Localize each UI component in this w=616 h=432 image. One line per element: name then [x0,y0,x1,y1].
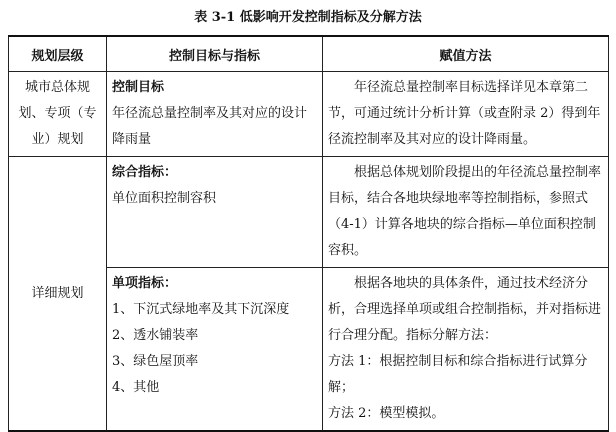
indicator-title: 控制目标 [112,80,165,95]
method-cell: 年径流总量控制率目标选择详见本章第二节，可通过统计分析计算（或查附录 2）得到年径流控制率及其对应的设计降雨量。 [323,72,609,157]
level-cell-detailed-plan: 详细规划 [9,157,107,432]
level-cell-master-plan: 城市总体规划、专项（专业）规划 [9,72,107,157]
table-header-row [9,36,609,72]
method-intro: 根据各地块的具体条件，通过技术经济分析，合理选择单项或组合控制指标，并对指标进行合理分配。指标分解方法： [328,276,602,343]
method-item: 方法 1：根据控制目标和综合指标进行试算分解； [328,354,588,395]
indicator-body: 年径流总量控制率及其对应的设计降雨量 [112,106,308,147]
indicator-body: 单位面积控制容积 [112,191,217,206]
indicator-cell [107,268,323,432]
table-row [9,72,609,157]
table-row [9,157,609,268]
header-method: 赋值方法 [323,36,609,72]
method-item: 方法 2：模型模拟。 [328,406,445,421]
indicator-item: 1、下沉式绿地率及其下沉深度 [112,302,290,317]
header-indicator: 控制目标与指标 [107,36,323,72]
table-caption: 表 3-1 低影响开发控制指标及分解方法 [194,10,422,25]
header-level: 规划层级 [9,36,107,72]
indicator-cell [107,157,323,268]
lid-indicator-table [8,35,609,432]
indicator-item: 4、其他 [112,380,160,395]
indicator-cell [107,72,323,157]
indicator-title: 综合指标： [112,165,178,180]
method-cell: 根据总体规划阶段提出的年径流总量控制率目标，结合各地块绿地率等控制指标，参照式（4-1）计算各地块的综合指标—单位面积控制容积。 [323,157,609,268]
indicator-item: 3、绿色屋顶率 [112,354,199,369]
method-cell [323,268,609,432]
indicator-item: 2、透水铺装率 [112,328,199,343]
indicator-title: 单项指标： [112,276,178,291]
